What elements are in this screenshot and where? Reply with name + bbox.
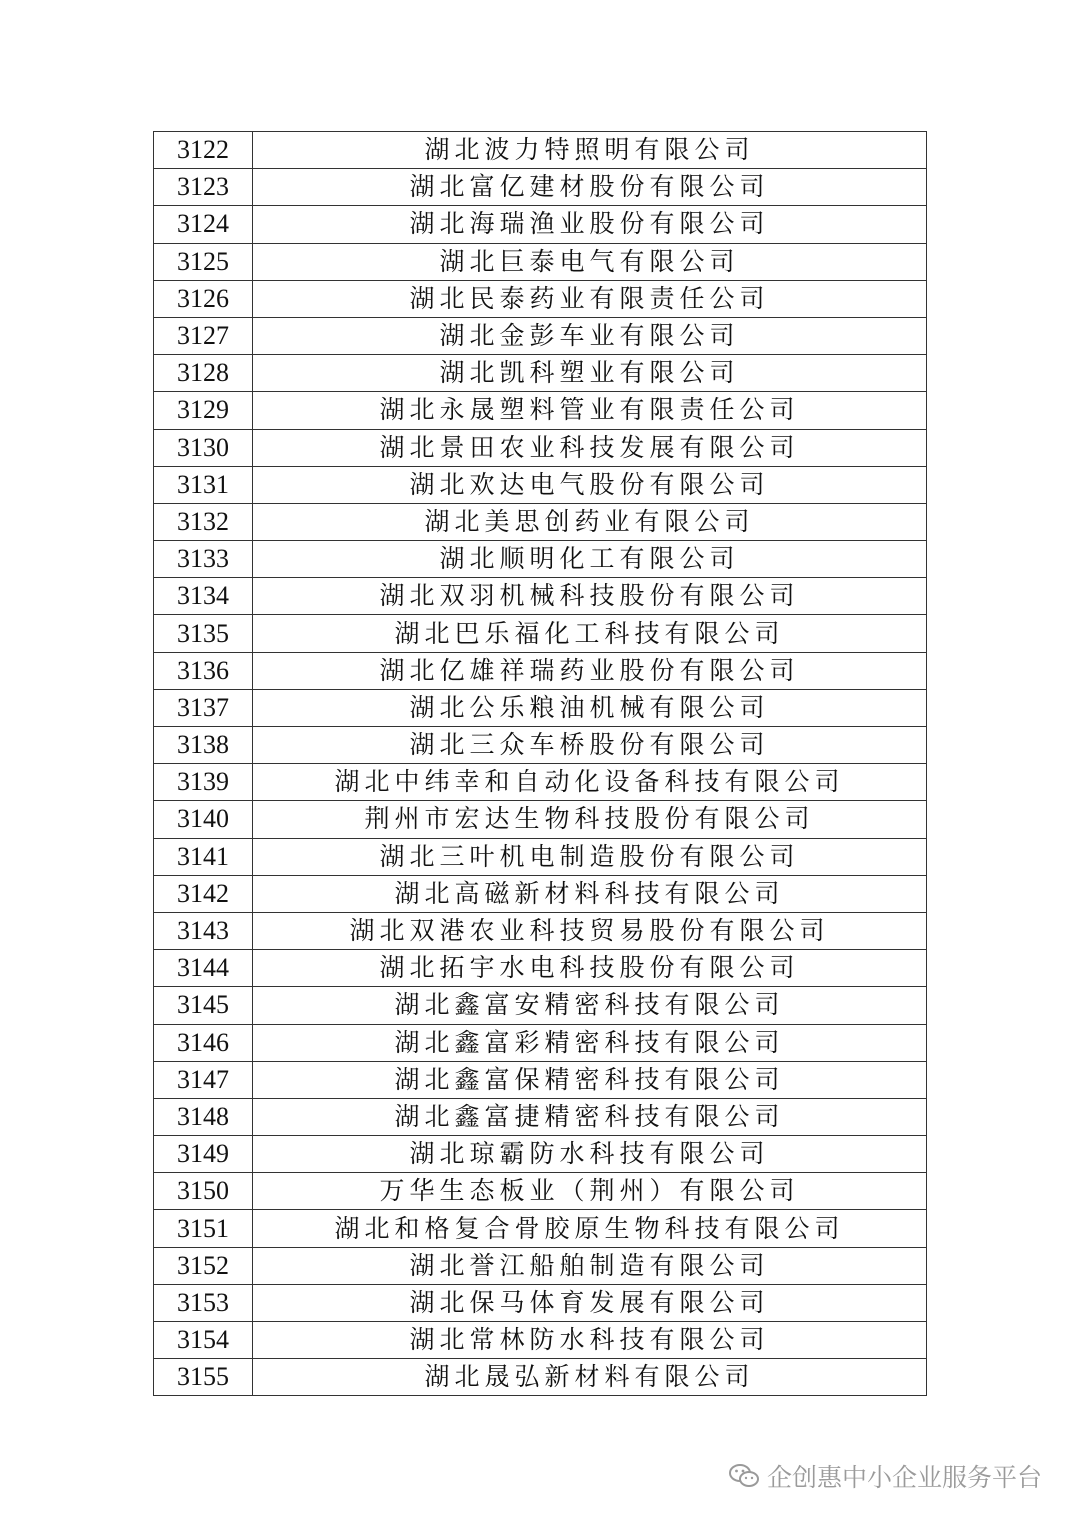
table-row	[154, 466, 927, 503]
row-number: 3133	[154, 541, 253, 578]
row-number: 3140	[154, 801, 253, 838]
row-number: 3145	[154, 987, 253, 1024]
table-row	[154, 1136, 927, 1173]
row-number: 3150	[154, 1173, 253, 1210]
table-row	[154, 429, 927, 466]
row-number: 3144	[154, 950, 253, 987]
watermark	[729, 1458, 1042, 1494]
row-number: 3132	[154, 503, 253, 540]
table-row	[154, 392, 927, 429]
company-name: 湖北晟弘新材料有限公司	[253, 1359, 927, 1396]
row-number: 3134	[154, 578, 253, 615]
company-name: 湖北金彭车业有限公司	[253, 317, 927, 354]
table-row	[154, 801, 927, 838]
company-list-table	[153, 131, 927, 1396]
table-row	[154, 1359, 927, 1396]
table-row	[154, 280, 927, 317]
table-row	[154, 355, 927, 392]
row-number: 3151	[154, 1210, 253, 1247]
table-row	[154, 169, 927, 206]
table-row	[154, 503, 927, 540]
company-name: 湖北民泰药业有限责任公司	[253, 280, 927, 317]
table-row	[154, 1098, 927, 1135]
company-name: 湖北海瑞渔业股份有限公司	[253, 206, 927, 243]
company-name: 湖北鑫富安精密科技有限公司	[253, 987, 927, 1024]
table-row	[154, 652, 927, 689]
table-row	[154, 1024, 927, 1061]
row-number: 3124	[154, 206, 253, 243]
table-row	[154, 615, 927, 652]
company-name: 湖北常林防水科技有限公司	[253, 1322, 927, 1359]
company-name: 湖北永晟塑料管业有限责任公司	[253, 392, 927, 429]
table-row	[154, 1284, 927, 1321]
company-name: 湖北中纬幸和自动化设备科技有限公司	[253, 764, 927, 801]
row-number: 3135	[154, 615, 253, 652]
company-name: 湖北三众车桥股份有限公司	[253, 727, 927, 764]
company-name: 湖北誉江船舶制造有限公司	[253, 1247, 927, 1284]
company-name: 湖北公乐粮油机械有限公司	[253, 689, 927, 726]
row-number: 3128	[154, 355, 253, 392]
company-name: 湖北和格复合骨胶原生物科技有限公司	[253, 1210, 927, 1247]
company-name: 湖北拓宇水电科技股份有限公司	[253, 950, 927, 987]
table-row	[154, 987, 927, 1024]
row-number: 3141	[154, 838, 253, 875]
table-row	[154, 132, 927, 169]
company-name: 荆州市宏达生物科技股份有限公司	[253, 801, 927, 838]
table-row	[154, 727, 927, 764]
company-name: 湖北鑫富保精密科技有限公司	[253, 1061, 927, 1098]
row-number: 3129	[154, 392, 253, 429]
company-name: 湖北美思创药业有限公司	[253, 503, 927, 540]
row-number: 3153	[154, 1284, 253, 1321]
company-name: 万华生态板业（荆州）有限公司	[253, 1173, 927, 1210]
company-name: 湖北富亿建材股份有限公司	[253, 169, 927, 206]
row-number: 3131	[154, 466, 253, 503]
table-row	[154, 950, 927, 987]
row-number: 3139	[154, 764, 253, 801]
table-row	[154, 912, 927, 949]
table-row	[154, 206, 927, 243]
company-name: 湖北保马体育发展有限公司	[253, 1284, 927, 1321]
company-name: 湖北顺明化工有限公司	[253, 541, 927, 578]
watermark-text: 企创惠中小企业服务平台	[766, 1463, 1042, 1492]
row-number: 3130	[154, 429, 253, 466]
table-row	[154, 689, 927, 726]
company-list-body	[154, 132, 927, 1396]
row-number: 3142	[154, 875, 253, 912]
row-number: 3149	[154, 1136, 253, 1173]
row-number: 3154	[154, 1322, 253, 1359]
company-name: 湖北鑫富彩精密科技有限公司	[253, 1024, 927, 1061]
row-number: 3122	[154, 132, 253, 169]
company-name: 湖北三叶机电制造股份有限公司	[253, 838, 927, 875]
company-name: 湖北双港农业科技贸易股份有限公司	[253, 912, 927, 949]
table-row	[154, 1061, 927, 1098]
row-number: 3126	[154, 280, 253, 317]
company-name: 湖北巴乐福化工科技有限公司	[253, 615, 927, 652]
table-row	[154, 1247, 927, 1284]
row-number: 3138	[154, 727, 253, 764]
row-number: 3147	[154, 1061, 253, 1098]
table-row	[154, 764, 927, 801]
row-number: 3127	[154, 317, 253, 354]
company-name: 湖北波力特照明有限公司	[253, 132, 927, 169]
company-name: 湖北亿雄祥瑞药业股份有限公司	[253, 652, 927, 689]
company-name: 湖北琼霸防水科技有限公司	[253, 1136, 927, 1173]
table-row	[154, 838, 927, 875]
table-row	[154, 541, 927, 578]
company-name: 湖北高磁新材料科技有限公司	[253, 875, 927, 912]
row-number: 3152	[154, 1247, 253, 1284]
row-number: 3155	[154, 1359, 253, 1396]
company-name: 湖北景田农业科技发展有限公司	[253, 429, 927, 466]
row-number: 3125	[154, 243, 253, 280]
row-number: 3136	[154, 652, 253, 689]
row-number: 3146	[154, 1024, 253, 1061]
table-row	[154, 1322, 927, 1359]
table-row	[154, 1173, 927, 1210]
table-row	[154, 243, 927, 280]
row-number: 3123	[154, 169, 253, 206]
company-name: 湖北巨泰电气有限公司	[253, 243, 927, 280]
company-name: 湖北双羽机械科技股份有限公司	[253, 578, 927, 615]
row-number: 3143	[154, 912, 253, 949]
table-row	[154, 578, 927, 615]
wechat-icon	[729, 1463, 759, 1489]
row-number: 3148	[154, 1098, 253, 1135]
company-name: 湖北鑫富捷精密科技有限公司	[253, 1098, 927, 1135]
company-name: 湖北凯科塑业有限公司	[253, 355, 927, 392]
table-row	[154, 317, 927, 354]
table-row	[154, 1210, 927, 1247]
company-name: 湖北欢达电气股份有限公司	[253, 466, 927, 503]
row-number: 3137	[154, 689, 253, 726]
table-row	[154, 875, 927, 912]
